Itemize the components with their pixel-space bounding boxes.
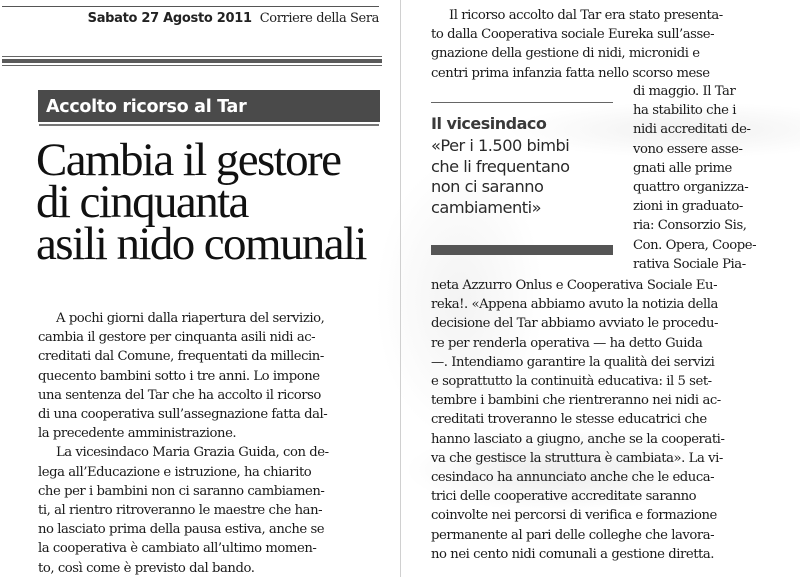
body-line: che per i bambini non ci saranno cambiamen- <box>38 483 325 499</box>
body-line: La vicesindaco Maria Grazia Guida, con de- <box>56 445 329 461</box>
article-body-right-top <box>431 6 776 83</box>
body-line: reka!. «Appena abbiamo avuto la notizia della <box>431 297 718 313</box>
body-line: —. Intendiamo garantire la qualità dei servizi <box>431 354 715 370</box>
body-line: zioni in graduato- <box>633 199 743 215</box>
body-line: to dalla Cooperativa sociale Eureka sull’asse- <box>431 27 715 43</box>
quote-line: «Per i 1.500 bimbi <box>431 136 570 155</box>
masthead <box>2 6 379 31</box>
body-line: creditati troveranno le stesse educatrici che <box>431 412 707 428</box>
quote-line: cambiamenti» <box>431 197 542 217</box>
body-line: quecento bambini sotto i tre anni. Lo impone <box>38 368 320 384</box>
body-line: re per renderla operativa — ha detto Guida <box>431 335 703 351</box>
article-body-right-wrap <box>633 82 783 274</box>
body-line: decisione del Tar abbiamo avviato le procedu- <box>431 316 719 332</box>
left-column <box>0 0 385 577</box>
body-line: A pochi giorni dalla riapertura del servizio, <box>56 311 325 326</box>
body-line: la cooperativa è cambiato all’ultimo momen- <box>38 541 317 557</box>
body-line: ria: Consorzio Sis, <box>633 218 747 234</box>
body-line: rativa Sociale Pia- <box>633 256 746 272</box>
quote-line: che li frequentano <box>431 156 570 176</box>
body-line: tembre i bambini che rientreranno nei nidi ac- <box>431 393 721 409</box>
body-line: di maggio. Il Tar <box>633 84 736 99</box>
section-divider <box>2 56 382 66</box>
body-line: cesindaco ha annunciato anche che le educa- <box>431 470 715 486</box>
kicker-banner: Accolto ricorso al Tar <box>38 90 380 124</box>
body-line: no nei cento nidi comunali a gestione diretta. <box>431 546 715 562</box>
body-line: gnazione della gestione di nidi, micronidi e <box>431 46 700 62</box>
body-line: ti, al rientro ritroveranno le maestre che han- <box>38 503 323 519</box>
body-line: gnati alle prime <box>633 160 732 176</box>
body-line: ha stabilito che i <box>633 103 736 119</box>
body-line: e soprattutto la continuità educativa: il 5 set- <box>431 374 712 390</box>
right-column <box>400 0 800 577</box>
body-line: centri prima infanzia fatta nello scorso mese <box>431 65 710 81</box>
quote-text <box>431 136 613 218</box>
body-line: la precedente amministrazione. <box>38 426 237 442</box>
quote-bottom-bar <box>431 245 613 255</box>
body-line: di una cooperativa sull’assegnazione fatta dal- <box>38 407 328 423</box>
body-line: cambia il gestore per cinquanta asili nidi ac- <box>38 330 316 346</box>
quote-top-rule <box>431 102 613 103</box>
headline-line: asili nido comunali <box>36 218 366 270</box>
body-line: hanno lasciato a giugno, anche se la cooperati- <box>431 431 725 447</box>
newspaper-name: Corriere della Sera <box>259 11 379 26</box>
quote-line: non ci saranno <box>431 177 544 196</box>
body-line: quattro organizza- <box>633 180 749 196</box>
body-line: to, così come è previsto dal bando. <box>38 560 255 576</box>
publication-date: Sabato 27 Agosto 2011 <box>87 11 252 26</box>
body-line: coinvolte nei percorsi di verifica e formazione <box>431 508 717 524</box>
body-line: Il ricorso accolto dal Tar era stato presenta- <box>449 8 723 23</box>
body-line: Con. Opera, Coope- <box>633 237 757 253</box>
body-line: no lasciato prima della pausa estiva, anche se <box>38 522 325 538</box>
article-body-left <box>38 309 383 578</box>
body-line: nidi accreditati de- <box>633 122 751 138</box>
quote-label: Il vicesindaco <box>431 114 547 133</box>
body-line: va che gestisce la struttura è cambiata». La vi- <box>431 450 723 466</box>
body-line: una sentenza del Tar che ha accolto il ricorso <box>38 387 321 403</box>
headline-line: Cambia il gestore <box>36 134 341 186</box>
body-line: vono essere asse- <box>633 141 743 157</box>
sidebar-quote <box>431 102 613 257</box>
body-line: permanente al pari delle colleghe che lavora- <box>431 527 715 543</box>
headline <box>36 134 386 270</box>
body-line: lega all’Educazione e istruzione, ha chiarito <box>38 464 312 480</box>
article-body-right-bottom <box>431 276 776 564</box>
headline-line: di cinquanta <box>36 176 248 228</box>
body-line: creditati dal Comune, frequentati da millecin- <box>38 349 324 365</box>
body-line: neta Azzurro Onlus e Cooperativa Sociale Eu- <box>431 278 718 293</box>
body-line: trici delle cooperative accreditate saranno <box>431 489 697 505</box>
